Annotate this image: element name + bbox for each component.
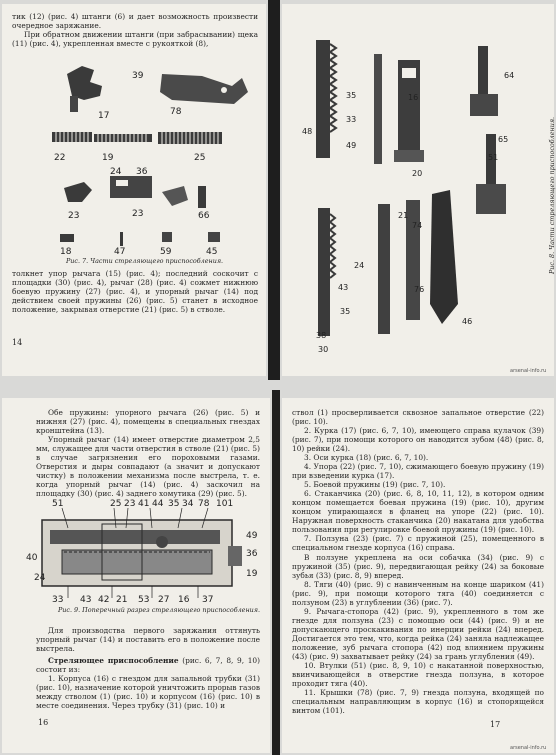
fig9-label-19: 19 bbox=[246, 569, 258, 579]
p16-heading-para bbox=[36, 656, 260, 674]
watermark-top: arsenal-info.ru bbox=[510, 368, 547, 374]
figure-8 bbox=[282, 4, 554, 376]
p17-item-7: В ползуне укреплена на оси собачка (34) (рис. 9) с пружиной (35) (рис. 9), передвигающая рейку (24) за боковые зубья (33) (рис. 8, 9) вперед. bbox=[292, 552, 544, 580]
page-14 bbox=[2, 4, 266, 376]
fig8-label-51: 51 bbox=[488, 153, 499, 162]
fig9-label-101: 101 bbox=[216, 499, 234, 509]
p17-item-1: 2. Курка (17) (рис. 6, 7, 10), имеющего справа кулачок (39) (рис. 7), при помощи которого он наводится зубом (48) (рис. 8, 10) рейки (24). bbox=[292, 426, 544, 454]
p16-heading-rest: (рис. 6, 7, 8, 9, 10) состоит из: bbox=[36, 656, 260, 675]
fig9-label-25: 25 bbox=[110, 499, 122, 509]
fig7-label-22: 22 bbox=[54, 153, 66, 163]
gutter-bottom bbox=[272, 390, 280, 755]
fig7-label-23a: 23 bbox=[68, 211, 80, 221]
fig8-label-30: 30 bbox=[318, 345, 329, 354]
fig8-caption: Рис. 8. Части стреляющего приспособления. bbox=[548, 116, 556, 274]
p16-para-1: Обе пружины: упорного рычага (26) (рис. 5) и нижняя (27) (рис. 4), помещены в специальных гнездах кронштейна (13). bbox=[36, 408, 260, 436]
page-number-14: 14 bbox=[12, 338, 23, 347]
page-17 bbox=[282, 398, 554, 753]
fig7-label-45: 45 bbox=[206, 247, 218, 257]
p14-top-text-2: При обратном движении штанги (при забрасывании) щекa (11) (рис. 4), укрепленная вместе с рукояткой (8), bbox=[12, 30, 258, 49]
fig8-label-49: 49 bbox=[346, 141, 357, 150]
fig8-label-76: 76 bbox=[414, 285, 425, 294]
p17-item-6: 7. Ползуна (23) (рис. 7) с пружиной (25), помещенного в специальном гнезде корпуса (16) справа. bbox=[292, 534, 544, 553]
fig9-label-27: 27 bbox=[158, 595, 170, 605]
p17-item-8: 8. Тяги (40) (рис. 9) с навинченным на конце шариком (41) (рис. 9), при помощи которого тяга (40) соединяется с ползуном (23) в углублении (36) (рис. 7). bbox=[292, 579, 544, 607]
page-15 bbox=[282, 4, 554, 376]
fig9-label-78: 78 bbox=[198, 499, 210, 509]
page-number-17: 17 bbox=[490, 720, 501, 729]
fig8-label-21: 21 bbox=[398, 211, 409, 220]
p16-heading: Стреляющее приспособление bbox=[48, 656, 179, 666]
figure-7 bbox=[2, 56, 266, 256]
p17-item-10: 10. Втулки (51) (рис. 8, 9, 10) с накатанной поверхностью, ввинчивающейся в отверстие гнезда ползуна, в которое проходит тяга (40). bbox=[292, 660, 544, 688]
fig8-label-35: 35 bbox=[346, 91, 357, 100]
fig8-label-74: 74 bbox=[412, 221, 423, 230]
p16-para-3: Для производства первого заряжания оттянуть упорный рычаг (14) и поставить его в положение после выстрела. bbox=[36, 626, 260, 654]
fig9-label-35: 35 bbox=[168, 499, 180, 509]
fig7-label-47: 47 bbox=[114, 247, 126, 257]
fig7-label-23b: 23 bbox=[132, 209, 144, 219]
fig9-label-34: 34 bbox=[182, 499, 194, 509]
fig9-label-49: 49 bbox=[246, 531, 258, 541]
watermark-bottom: arsenal-info.ru bbox=[510, 745, 547, 751]
fig8-label-43: 43 bbox=[338, 283, 349, 292]
fig8-label-64: 64 bbox=[504, 71, 515, 80]
fig9-label-43: 43 bbox=[80, 595, 92, 605]
p17-item-4: 5. Боевой пружины (19) (рис. 7, 10). bbox=[304, 480, 446, 490]
fig8-label-46: 46 bbox=[462, 317, 473, 326]
fig7-label-24: 24 bbox=[110, 167, 122, 177]
p14-top-text: тик (12) (рис. 4) штанги (6) и дает возможность произвести очередное заряжание. bbox=[12, 12, 258, 31]
gutter-top bbox=[268, 0, 280, 380]
fig8-label-33: 33 bbox=[346, 115, 357, 124]
p16-para-4: 1. Корпуса (16) с гнездом для запальной трубки (31) (рис. 10), назначение которой уничтожить прорыв газов между стволом (1) (рис. 10) и корпусом (16) (рис. 10) в месте соединения. Через трубку (31) (рис. 10) и bbox=[36, 674, 260, 711]
figure-9 bbox=[2, 494, 270, 604]
p17-item-0: ствол (1) просверливается сквозное запальное отверстие (22) (рис. 10). bbox=[292, 408, 544, 427]
fig7-label-36: 36 bbox=[136, 167, 148, 177]
p14-bottom-text: толкнет упор рычага (15) (рис. 4); последний соскочит с площадки (30) (рис. 4), рычаг (28) (рис. 4) сожмет нижнюю боевую пружину (27) (рис. 4), и упорный рычаг (14) под действием своей пружины (26) (рис. 5) станет в исходное положение, закрывая отверстие (21) (рис. 5) в стволе. bbox=[12, 269, 258, 315]
fig9-label-24: 24 bbox=[34, 573, 46, 583]
p17-item-9: 9. Рычага-стопора (42) (рис. 9), укрепленного в том же гнезде для ползуна (23) с помощью оси (44) (рис. 9) и не допускающего проскакивания по инерции рейки (24) вперед. Достигается это тем, что, когда рейка (24) заняла надлежащее положение, зуб рычага стопора (42) под влиянием пружины (43) (рис. 9) захватывает рейку (24) за грань углубления (49). bbox=[292, 606, 544, 661]
fig9-label-23: 23 bbox=[124, 499, 136, 509]
fig8-label-24: 24 bbox=[354, 261, 365, 270]
fig9-label-53: 53 bbox=[138, 595, 150, 605]
fig9-label-33: 33 bbox=[52, 595, 64, 605]
page-number-16: 16 bbox=[38, 718, 49, 727]
fig8-label-38: 38 bbox=[316, 331, 327, 340]
fig7-label-78: 78 bbox=[170, 107, 182, 117]
fig9-label-44: 44 bbox=[152, 499, 164, 509]
fig9-label-36: 36 bbox=[246, 549, 258, 559]
fig7-label-25: 25 bbox=[194, 153, 206, 163]
page-16 bbox=[2, 398, 270, 753]
p17-item-5: 6. Стаканчика (20) (рис. 6, 8, 10, 11, 12), в котором одним концом помещается боевая пружина (19) (рис. 10), другим концом упирающаяся в фланец на упоре (22) (рис. 10). Наружная поверхность стаканчика (20) накатана для удобства пользования при регулировке боевой пружины (19) (рис. 10). bbox=[292, 489, 544, 535]
fig9-caption: Рис. 9. Поперечный разрез стреляющего приспособления. bbox=[58, 606, 261, 614]
fig7-caption: Рис. 7. Части стреляющего приспособления. bbox=[66, 257, 224, 265]
fig7-label-18: 18 bbox=[60, 247, 72, 257]
fig7-label-39: 39 bbox=[132, 71, 144, 81]
fig8-label-65: 65 bbox=[498, 135, 509, 144]
fig7-label-17: 17 bbox=[98, 111, 110, 121]
fig8-label-20: 20 bbox=[412, 169, 423, 178]
fig9-label-21: 21 bbox=[116, 595, 128, 605]
fig9-label-16: 16 bbox=[178, 595, 190, 605]
p17-item-11: 11. Крышки (78) (рис. 7, 9) гнезда ползуна, входящей по специальным направляющим в корпус (16) и стопорящейся винтом (101). bbox=[292, 687, 544, 716]
fig9-label-51: 51 bbox=[52, 499, 64, 509]
fig8-label-35b: 35 bbox=[340, 307, 351, 316]
fig9-label-40: 40 bbox=[26, 553, 38, 563]
fig9-label-41: 41 bbox=[138, 499, 150, 509]
p16-para-2: Упорный рычаг (14) имеет отверстие диаметром 2,5 мм, служащее для части отверстия в стволе (21) (рис. 5) в случае загрязнения его пороховыми газами. Отверстия и дыры совпадают (а значит и допускают чистку) в положении механизма после выстрела, т. е. когда упорный рычаг (14) (рис. 4) заскочил на площадку (30) (рис. 4) заднего хомутика (29) (рис. 5). bbox=[36, 435, 260, 499]
fig9-label-42: 42 bbox=[98, 595, 110, 605]
fig9-label-37: 37 bbox=[202, 595, 214, 605]
fig7-label-59: 59 bbox=[160, 247, 172, 257]
fig7-label-66: 66 bbox=[198, 211, 210, 221]
p17-item-2: 3. Оси курка (18) (рис. 6, 7, 10). bbox=[304, 453, 429, 463]
fig8-label-48: 48 bbox=[302, 127, 313, 136]
fig8-label-16: 16 bbox=[408, 93, 419, 102]
p17-item-3: 4. Упора (22) (рис. 7, 10), сжимающего боевую пружину (19) при взведении курка (17). bbox=[292, 462, 544, 481]
fig7-label-19: 19 bbox=[102, 153, 114, 163]
